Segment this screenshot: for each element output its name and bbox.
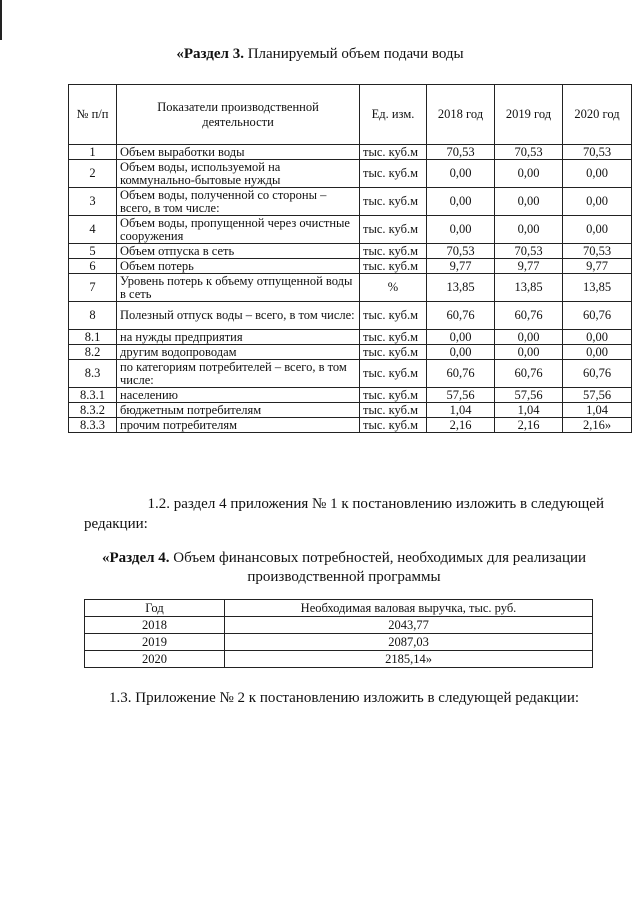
row-value-2020: 0,00 (563, 216, 632, 244)
row-unit: тыс. куб.м (360, 145, 427, 160)
row-unit: тыс. куб.м (360, 160, 427, 188)
row-value-2020: 0,00 (563, 345, 632, 360)
table-row (69, 244, 632, 259)
section-3-title-bold: «Раздел 3. (176, 46, 244, 62)
row-value-2020: 0,00 (563, 188, 632, 216)
row-unit: тыс. куб.м (360, 302, 427, 330)
table-row (69, 388, 632, 403)
table-row (69, 188, 632, 216)
row-value-2018: 70,53 (427, 244, 495, 259)
header-2019: 2019 год (495, 85, 563, 145)
table-row (69, 360, 632, 388)
row-value-2019: 60,76 (495, 360, 563, 388)
table-row (69, 274, 632, 302)
row-value-2019: 9,77 (495, 259, 563, 274)
header-year: Год (85, 600, 225, 617)
row-value-2018: 70,53 (427, 145, 495, 160)
row-num: 8.3.2 (69, 403, 117, 418)
table-row (69, 302, 632, 330)
row-value-2019: 0,00 (495, 216, 563, 244)
row-value-2018: 60,76 (427, 302, 495, 330)
row-unit: тыс. куб.м (360, 388, 427, 403)
row-value-2018: 0,00 (427, 330, 495, 345)
paragraph-1-2-cont: редакции: (84, 516, 148, 532)
row-num: 7 (69, 274, 117, 302)
margin-line (0, 0, 2, 40)
row-value-2019: 60,76 (495, 302, 563, 330)
row-value-2020: 2,16» (563, 418, 632, 433)
row-value-2019: 2,16 (495, 418, 563, 433)
row-num: 8.2 (69, 345, 117, 360)
row-indicator: Уровень потерь к объему отпущенной воды в сеть (117, 274, 360, 302)
row-unit: % (360, 274, 427, 302)
row-revenue: 2043,77 (225, 617, 593, 634)
row-value-2019: 0,00 (495, 345, 563, 360)
row-num: 5 (69, 244, 117, 259)
row-unit: тыс. куб.м (360, 360, 427, 388)
row-num: 8.3.3 (69, 418, 117, 433)
header-indicator: Показатели производственной деятельности (117, 85, 360, 145)
row-value-2018: 13,85 (427, 274, 495, 302)
section-4-title-bold: «Раздел 4. (101, 550, 170, 566)
row-indicator: Объем отпуска в сеть (117, 244, 360, 259)
paragraph-1-2: 1.2. раздел 4 приложения № 1 к постановлению изложить в следующей (147, 496, 604, 512)
row-value-2020: 0,00 (563, 330, 632, 345)
row-value-2020: 0,00 (563, 160, 632, 188)
row-num: 8.1 (69, 330, 117, 345)
section-3-title (0, 46, 640, 63)
row-unit: тыс. куб.м (360, 345, 427, 360)
row-num: 4 (69, 216, 117, 244)
table-row (69, 403, 632, 418)
row-num: 3 (69, 188, 117, 216)
row-num: 8 (69, 302, 117, 330)
row-unit: тыс. куб.м (360, 330, 427, 345)
row-value-2020: 60,76 (563, 360, 632, 388)
row-year: 2018 (85, 617, 225, 634)
header-num: № п/п (69, 85, 117, 145)
water-supply-table-body (69, 145, 632, 433)
header-2020: 2020 год (563, 85, 632, 145)
row-indicator: Объем воды, пропущенной через очистные сооружения (117, 216, 360, 244)
row-indicator: Объем воды, используемой на коммунально-бытовые нужды (117, 160, 360, 188)
row-revenue: 2087,03 (225, 634, 593, 651)
row-indicator: прочим потребителям (117, 418, 360, 433)
row-unit: тыс. куб.м (360, 418, 427, 433)
row-num: 8.3 (69, 360, 117, 388)
row-value-2020: 9,77 (563, 259, 632, 274)
row-value-2019: 13,85 (495, 274, 563, 302)
section-4-title-text: Объем финансовых потребностей, необходимых для реализации производственной программы (169, 550, 587, 585)
financial-needs-table (84, 599, 593, 668)
table-row (85, 617, 593, 634)
row-indicator: другим водопроводам (117, 345, 360, 360)
header-revenue: Необходимая валовая выручка, тыс. руб. (225, 600, 593, 617)
row-value-2019: 0,00 (495, 160, 563, 188)
row-indicator: Объем выработки воды (117, 145, 360, 160)
row-value-2019: 0,00 (495, 188, 563, 216)
row-unit: тыс. куб.м (360, 403, 427, 418)
row-indicator: по категориям потребителей – всего, в том числе: (117, 360, 360, 388)
row-value-2019: 1,04 (495, 403, 563, 418)
water-supply-table (68, 84, 632, 433)
header-unit: Ед. изм. (360, 85, 427, 145)
row-value-2020: 1,04 (563, 403, 632, 418)
row-value-2020: 60,76 (563, 302, 632, 330)
row-value-2018: 0,00 (427, 188, 495, 216)
row-num: 2 (69, 160, 117, 188)
financial-needs-table-body (85, 617, 593, 668)
section-3-title-text: Планируемый объем подачи воды (243, 46, 464, 62)
row-value-2018: 0,00 (427, 216, 495, 244)
row-value-2019: 70,53 (495, 244, 563, 259)
header-2018: 2018 год (427, 85, 495, 145)
row-unit: тыс. куб.м (360, 188, 427, 216)
row-value-2018: 57,56 (427, 388, 495, 403)
row-value-2019: 57,56 (495, 388, 563, 403)
row-value-2020: 57,56 (563, 388, 632, 403)
row-indicator: Объем потерь (117, 259, 360, 274)
table-row (85, 634, 593, 651)
row-value-2019: 0,00 (495, 330, 563, 345)
row-unit: тыс. куб.м (360, 216, 427, 244)
row-indicator: бюджетным потребителям (117, 403, 360, 418)
row-value-2018: 60,76 (427, 360, 495, 388)
row-indicator: Полезный отпуск воды – всего, в том числе: (117, 302, 360, 330)
table-row (69, 259, 632, 274)
row-value-2020: 70,53 (563, 145, 632, 160)
row-unit: тыс. куб.м (360, 244, 427, 259)
row-value-2019: 70,53 (495, 145, 563, 160)
section-4-title (84, 549, 604, 587)
table-row (69, 330, 632, 345)
table-row (69, 160, 632, 188)
row-value-2020: 70,53 (563, 244, 632, 259)
table-row (69, 345, 632, 360)
table-row (69, 216, 632, 244)
row-value-2018: 2,16 (427, 418, 495, 433)
table-row (69, 145, 632, 160)
row-num: 8.3.1 (69, 388, 117, 403)
row-year: 2020 (85, 651, 225, 668)
row-value-2018: 0,00 (427, 160, 495, 188)
row-unit: тыс. куб.м (360, 259, 427, 274)
row-value-2018: 1,04 (427, 403, 495, 418)
row-value-2020: 13,85 (563, 274, 632, 302)
row-num: 6 (69, 259, 117, 274)
row-indicator: на нужды предприятия (117, 330, 360, 345)
table-header-row (85, 600, 593, 617)
row-value-2018: 0,00 (427, 345, 495, 360)
row-num: 1 (69, 145, 117, 160)
row-indicator: населению (117, 388, 360, 403)
table-header-row (69, 85, 632, 145)
table-row (69, 418, 632, 433)
row-revenue: 2185,14» (225, 651, 593, 668)
row-year: 2019 (85, 634, 225, 651)
paragraph-1-3: 1.3. Приложение № 2 к постановлению изложить в следующей редакции: (108, 690, 580, 706)
row-indicator: Объем воды, полученной со стороны – всего, в том числе: (117, 188, 360, 216)
row-value-2018: 9,77 (427, 259, 495, 274)
table-row (85, 651, 593, 668)
